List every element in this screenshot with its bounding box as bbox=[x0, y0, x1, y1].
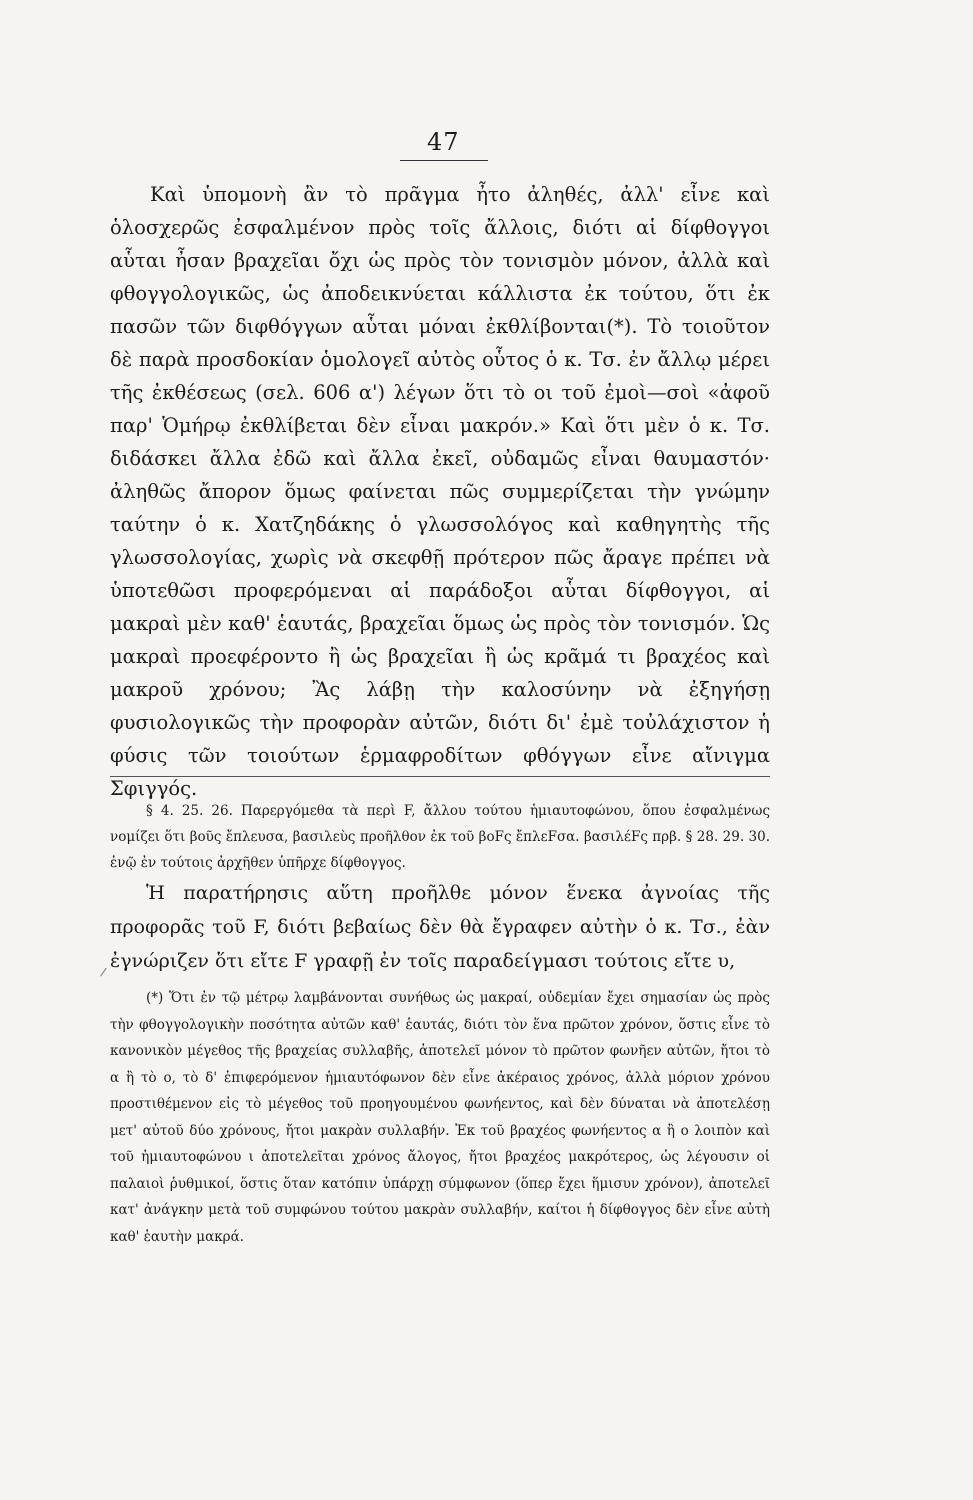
section-note: § 4. 25. 26. Παρεργόμεθα τὰ περὶ F, ἄλλου τούτου ἡμιαυτοφώνου, ὅπου ἐσφαλμένως νομίζει ὅτι βοῦς ἔπλευσα, βασιλεὺς προῆλθον ἐκ τοῦ βοFς ἔπλεFσα. βασιλέFς πρβ. § 28. 29. 30. ἐνῷ ἐν τούτοις ἀρχῆθεν ὑπῆρχε δίφθογγος. bbox=[110, 803, 770, 871]
section-text-block bbox=[110, 876, 770, 978]
section-note-block bbox=[110, 798, 770, 876]
main-paragraph: Καὶ ὑπομονὴ ἂν τὸ πρᾶγμα ἦτο ἀληθές, ἀλλ' εἶνε καὶ ὁλοσχερῶς ἐσφαλμένον πρὸς τοῖς ἄλλοις, διότι αἱ δίφθογγοι αὗται ἦσαν βραχεῖαι ὄχι ὡς πρὸς τὸν τονισμὸν μόνον, ἀλλὰ καὶ φθογγολογικῶς, ὡς ἀποδεικνύεται κάλλιστα ἐκ τούτου, ὅτι ἐκ πασῶν τῶν διφθόγγων αὗται μόναι ἐκθλίβονται(*). Τὸ τοιοῦτον δὲ παρὰ προσδοκίαν ὁμολογεῖ αὐτὸς οὗτος ὁ κ. Τσ. ἐν ἄλλῳ μέρει τῆς ἐκθέσεως (σελ. 606 α') λέγων ὅτι τὸ οι τοῦ ἐμοὶ—σοὶ «ἀφοῦ παρ' Ὁμήρῳ ἐκθλίβεται δὲν εἶναι μακρόν.» Καὶ ὅτι μὲν ὁ κ. Τσ. διδάσκει ἄλλα ἐδῶ καὶ ἄλλα ἐκεῖ, οὐδαμῶς εἶναι θαυμαστόν· ἀληθῶς ἄπορον ὅμως φαίνεται πῶς συμμερίζεται τὴν γνώμην ταύτην ὁ κ. Χατζηδάκης ὁ γλωσσολόγος καὶ καθηγητὴς τῆς γλωσσολογίας, χωρὶς νὰ σκεφθῇ πρότερον πῶς ἄραγε πρέπει νὰ ὑποτεθῶσι προφερόμεναι αἱ παράδοξοι αὗται δίφθογγοι, αἱ μακραὶ μὲν καθ' ἑαυτάς, βραχεῖαι ὅμως ὡς πρὸς τὸν τονισμόν. Ὡς μακραὶ προεφέροντο ἢ ὡς βραχεῖαι ἢ ὡς κρᾶμά τι βραχέος καὶ μακροῦ χρόνου; Ἂς λάβῃ τὴν καλοσύνην νὰ ἐξηγήσῃ φυσιολογικῶς τὴν προφορὰν αὐτῶν, διότι δι' ἐμὲ τοὐλάχιστον ἡ φύσις τῶν τοιούτων ἑρμαφροδίτων φθόγγων εἶνε αἴνιγμα Σφιγγός. bbox=[110, 183, 770, 800]
main-text-block bbox=[110, 178, 770, 805]
section-divider bbox=[110, 776, 770, 777]
page-number-rule bbox=[400, 160, 488, 161]
page-number: 47 bbox=[427, 128, 460, 156]
section-paragraph: Ἡ παρατήρησις αὕτη προῆλθε μόνον ἕνεκα ἀγνοίας τῆς προφορᾶς τοῦ F, διότι βεβαίως δὲν θὰ ἔγραφεν αὐτὴν ὁ κ. Τσ., ἐὰν ἐγνώριζεν ὅτι εἴτε F γραφῇ ἐν τοῖς παραδείγμασι τούτοις εἴτε υ, bbox=[110, 882, 770, 972]
footnote-text: (*) Ὅτι ἐν τῷ μέτρῳ λαμβάνονται συνήθως ὡς μακραί, οὐδεμίαν ἔχει σημασίαν ὡς πρὸς τὴν φθογγολογικὴν ποσότητα αὐτῶν καθ' ἑαυτάς, διότι τὸν ἕνα πρῶτον χρόνον, ὅστις εἶνε τὸ κανονικὸν μέγεθος τῆς βραχείας συλλαβῆς, ἀποτελεῖ μόνον τὸ πρῶτον φωνῆεν αὐτῶν, ἤτοι τὸ α ἢ τὸ ο, τὸ δ' ἐπιφερόμενον ἡμιαυτόφωνον δὲν εἶνε ἀκέραιος χρόνος, ἀλλὰ μόριον χρόνου προστιθέμενον εἰς τὸ μέγεθος τοῦ προηγουμένου φωνήεντος, καὶ δὲν δύναται νὰ ἀποτελέσῃ μετ' αὐτοῦ δύο χρόνους, ἤτοι μακρὰν συλλαβήν. Ἐκ τοῦ βραχέος φωνήεντος α ἢ ο λοιπὸν καὶ τοῦ ἡμιαυτοφώνου ι ἀποτελεῖται χρόνος ἄλογος, ἤτοι βραχέος μακρότερος, ὡς λέγουσιν οἱ παλαιοὶ ῥυθμικοί, ὅστις ὅταν κατόπιν ὑπάρχῃ σύμφωνον (ὅπερ ἔχει ἥμισυν χρόνον), ἀποτελεῖ κατ' ἀνάγκην μετὰ τοῦ συμφώνου τούτου μακρὰν συλλαβήν, καίτοι ἡ δίφθογγος δὲν εἶνε αὐτὴ καθ' ἑαυτὴν μακρά. bbox=[110, 990, 770, 1245]
footnote-block bbox=[110, 985, 770, 1250]
